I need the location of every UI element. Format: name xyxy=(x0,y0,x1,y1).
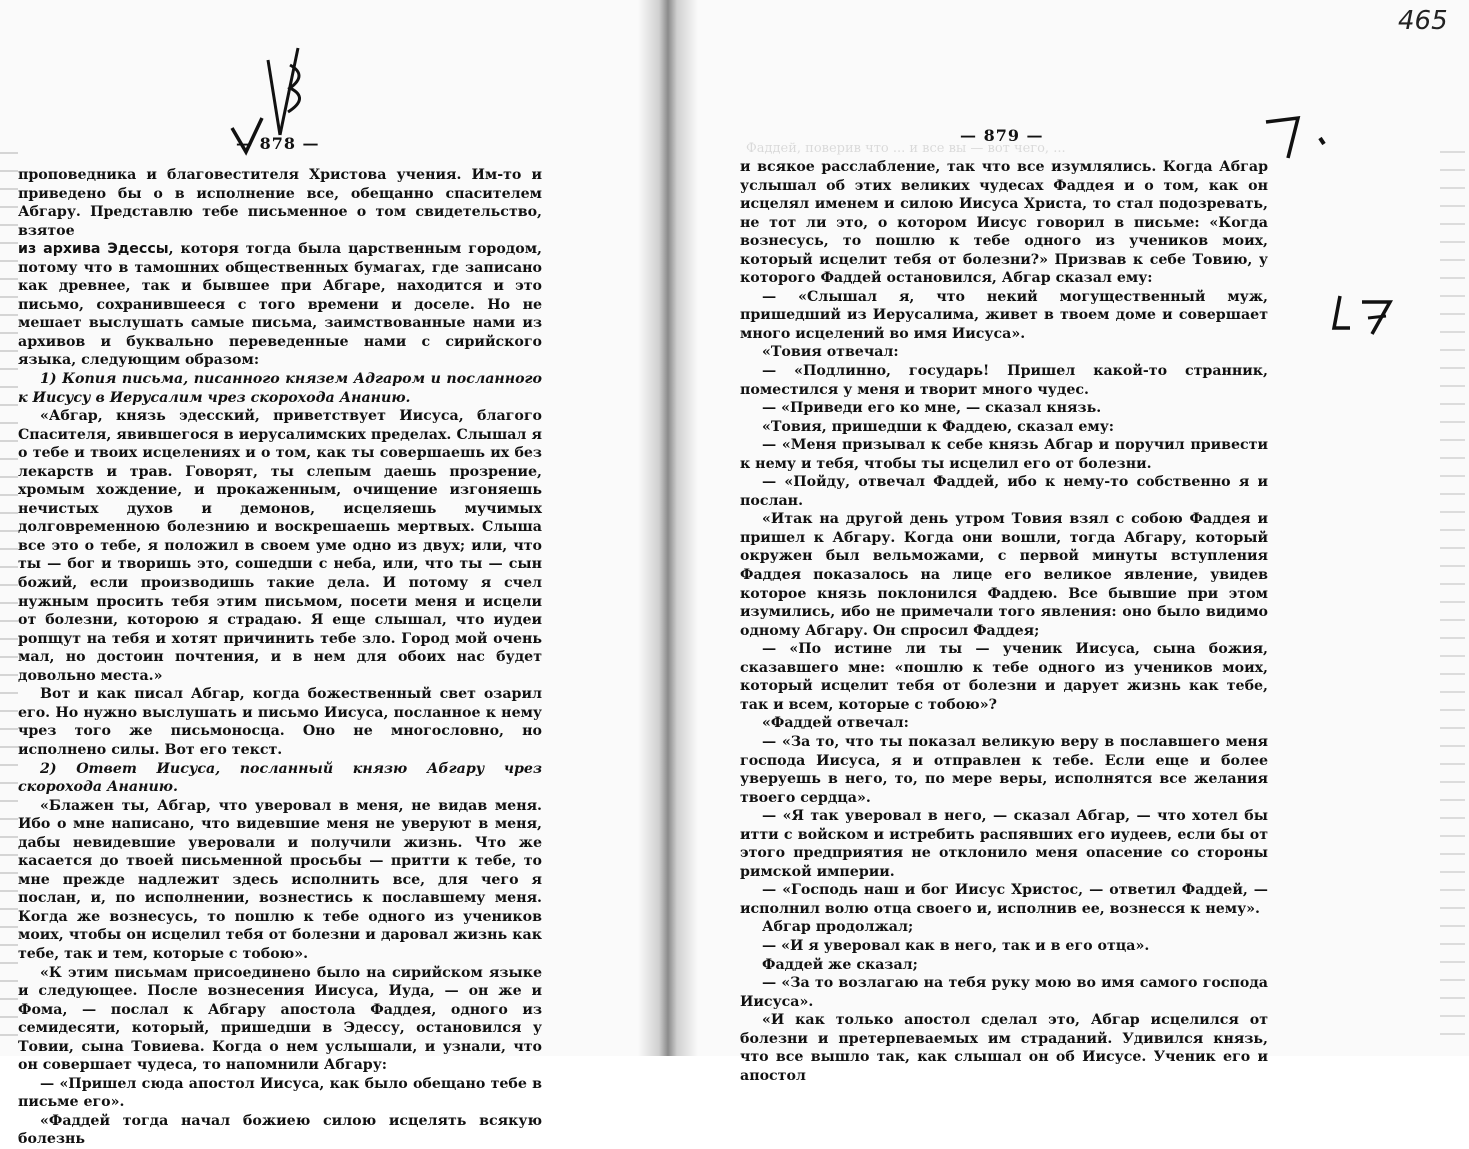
paragraph-emphasis: из архива Эдессы xyxy=(18,241,169,258)
page-number: — 879 — xyxy=(960,126,1044,145)
paragraph: «Блажен ты, Абгар, что уверовал в меня, не видав меня. Ибо о мне написано, что видевшие меня не уверуют в меня, дабы невидевшие уверовали и получили жизнь. Что же касается до твоей письменной просьбы — притти к тебе, то мне прежде надлежит здесь исполнить все, для чего я послан, и, по исполнении, вознестись к пославшему меня. Когда же вознесусь, то пошлю к тебе одного из учеников моих, чтобы он исцелил тебя от болезни и даровал жизнь как тебе, так и тем, которые с тобою». xyxy=(18,797,542,962)
paragraph: — «И я уверовал как в него, так и в его отца». xyxy=(762,937,1150,954)
paragraph: — «Слышал я, что некий могущественный муж, пришедший из Иерусалима, живет в твоем доме и совершает много исцелений во имя Иисуса». xyxy=(740,288,1268,342)
paragraph xyxy=(18,240,542,370)
paragraph: «Фаддей тогда начал божиею силою исцелять всякую болезнь xyxy=(18,1112,542,1148)
paragraph: 1) Копия письма, писанного князем Адгаром и посланного к Иисусу в Иерусалим чрез скорохода Ананию. xyxy=(18,371,542,406)
handwritten-margin-mark-7 xyxy=(1258,108,1338,168)
paragraph: — «Я так уверовал в него, — сказал Абгар, — что хотел бы итти с войском и истребить распявших его иудеев, если бы от этого предприятия не отклонило меня опасение со стороны римской империи. xyxy=(740,808,1268,880)
paragraph: «Фаддей отвечал: xyxy=(762,715,909,732)
paragraph: Вот и как писал Абгар, когда божественный свет озарил его. Но нужно выслушать и письмо Иисуса, посланное к нему чрез того же письмоносца. Оно не многословно, но исполнено силы. Вот его текст. xyxy=(18,686,542,758)
left-page xyxy=(0,0,638,1148)
paragraph: «Товия отвечал: xyxy=(762,344,899,361)
show-through-text: Фаддей, поверив что ... и все вы — вот чего, ... xyxy=(746,141,1066,156)
paragraph: и всякое расслабление, так что все изумлялись. Когда Абгар услышал об этих великих чудесах Фаддея и о том, как он исцелял именем и силою Иисуса Христа, то стал подозревать, не тот ли это, о котором Иисус говорил в письме: «Когда вознесусь, то пошлю к тебе одного из учеников моих, который исцелит тебя от болезни?» Призвав к себе Товию, у которого Фаддей остановился, Абгар сказал ему: xyxy=(740,159,1268,287)
paragraph: «И как только апостол сделал это, Абгар исцелился от болезни и претерпеваемых им страданий. Удивился князь, что все вышло так, как слышал он об Иисусе. Ученик его и апостол xyxy=(740,1012,1268,1084)
paragraph: Абгар продолжал; xyxy=(762,919,914,936)
paragraph: Фаддей же сказал; xyxy=(762,956,918,973)
paragraph: проповедника и благовестителя Христова учения. Им-то и приведено бы о в исполнение все, обещанно спасителем Абгару. Представлю тебе письменное о том свидетельство, взятое xyxy=(18,167,542,239)
paragraph: — «Приведи его ко мне, — сказал князь. xyxy=(762,400,1102,417)
text-column xyxy=(740,158,1268,1085)
text-column xyxy=(18,166,542,1149)
paragraph-text: , которя тогда была царственным городом, потому что в тамошних общественных бумагах, где записано как древнее, так и бывшее при Абгаре, находится и это письмо, сохранившееся с того времени и доселе. Но не мешает выслушать самые письма, заимствованные нами из архивов и буквально переведенные нами с сирийского языка, следующим образом: xyxy=(18,241,542,369)
paragraph: — «За то возлагаю на тебя руку мою во имя самого господа Иисуса». xyxy=(740,975,1268,1010)
paragraph: — «Подлинно, государь! Пришел какой-то странник, поместился у меня и творит много чудес. xyxy=(740,363,1268,398)
paragraph: «Итак на другой день утром Товия взял с собою Фаддея и пришел к Абгару. Когда они вошли, тогда Абгару, который окружен был вельможами, с первой минуты вступления Фаддея показалось на лице его великое явление, увидев которое князь поклонился Фаддею. Все бывшие при этом изумились, ибо не примечали того явления: оно было видимо одному Абгару. Он спросил Фаддея; xyxy=(740,511,1268,639)
paragraph: — «Пришел сюда апостол Иисуса, как было обещано тебе в письме его». xyxy=(18,1075,542,1111)
handwritten-margin-mark-l7 xyxy=(1324,290,1404,340)
book-gutter xyxy=(638,0,698,1056)
paragraph: «Товия, пришедши к Фаддею, сказал ему: xyxy=(762,418,1115,435)
archive-number: 465 xyxy=(1398,6,1448,36)
paragraph: — «Меня призывал к себе князь Абгар и поручил привести к нему и тебя, чтобы ты исцелил его от болезни. xyxy=(740,437,1268,472)
paragraph: 2) Ответ Иисуса, посланный князю Абгару чрез скорохода Ананию. xyxy=(18,760,542,796)
right-page xyxy=(698,0,1469,1084)
page-number: — 878 — xyxy=(236,134,320,153)
paragraph: — «За то, что ты показал великую веру в пославшего меня господа Иисуса, я и отправлен к тебе. Если еще и более уверуешь в него, то, по мере веры, исполнятся все желания твоего сердца». xyxy=(740,733,1268,806)
paragraph: «Абгар, князь эдесский, приветствует Иисуса, благого Спасителя, явившегося в иерусалимских пределах. Слышал я о тебе и твоих исцелениях и о том, как ты совершаешь их без лекарств и трав. Говорят, ты слепым даешь прозрение, хромым хождение, и прокаженным, очищение изгоняешь нечистых духов и демонов, исцеляешь мучимых долговременною болезнию и воскрешаешь мертвых. Слыша все это о тебе, я положил в своем уме одно из двух; или, что ты — бог и творишь это, сошедши с неба, или, что ты — сын божий, если производишь такие дела. И потому я счел нужным просить тебя этим письмом, посети меня и исцели от болезни, которою я страдаю. Я еще слышал, что иудеи ропщут на тебя и хотят причинить тебе зло. Город мой очень мал, но достоин почтения, и в нем для обоих нас будет довольно места.» xyxy=(18,408,542,684)
paragraph: — «По истине ли ты — ученик Иисуса, сына божия, сказавшего мне: «пошлю к тебе одного из учеников моих, который исцелит тебя от болезни и дарует жизнь как тебе, так и всем, которые с тобою»? xyxy=(740,641,1268,713)
paragraph: — «Господь наш и бог Иисус Христос, — ответил Фаддей, — исполнил волю отца своего и, исполнив ее, вознесся к нему». xyxy=(740,882,1268,917)
paragraph: «К этим письмам присоединено было на сирийском языке и следующее. После вознесения Иисуса, Иуда, — он же и Фома, — послал к Абгару апостола Фаддея, одного из семидесяти, который, пришедши в Эдессу, остановился у Товии, сына Товиева. Когда о нем услышали, и узнали, что он совершает чудеса, то напомнили Абгару: xyxy=(18,964,542,1074)
paragraph: — «Пойду, отвечал Фаддей, ибо к нему-то собственно я и послан. xyxy=(740,474,1268,509)
